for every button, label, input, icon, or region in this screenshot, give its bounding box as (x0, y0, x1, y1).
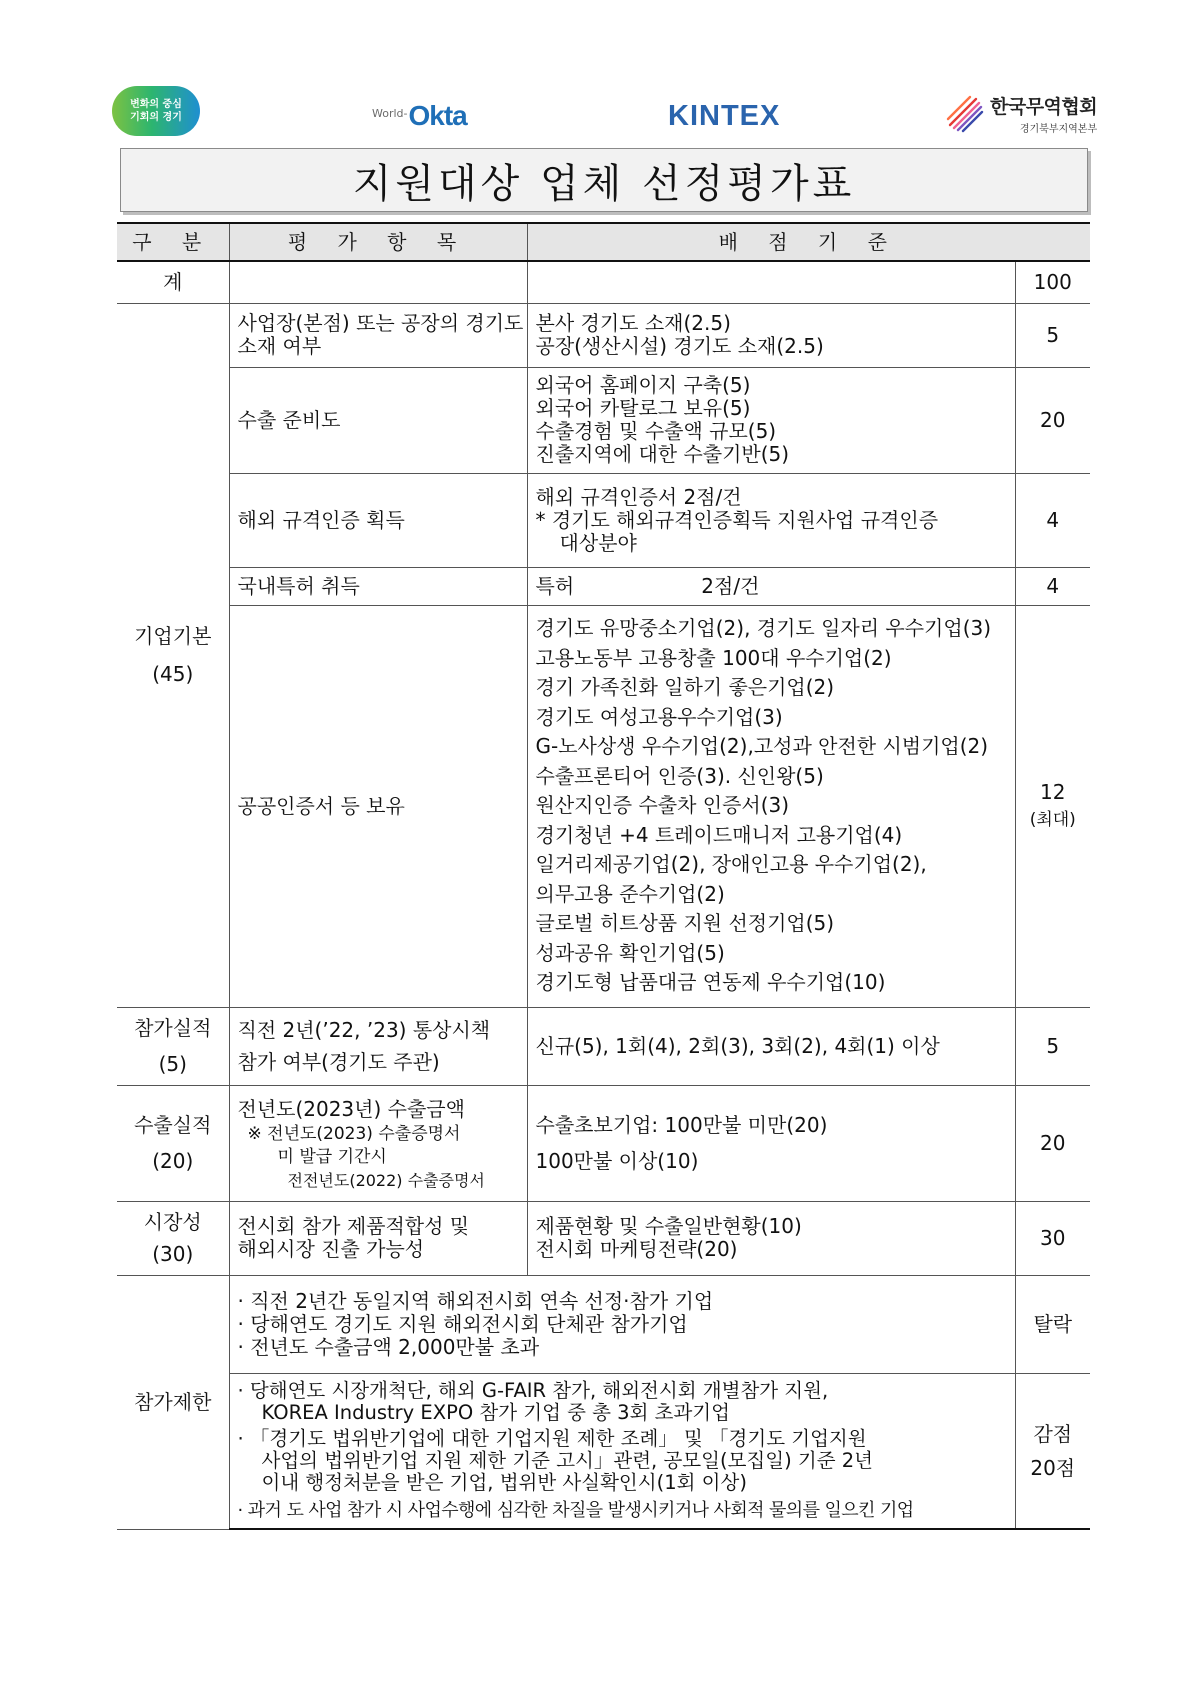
total-label: 계 (117, 261, 229, 303)
participation-category: 참가실적 (134, 1016, 212, 1040)
basic-category-cell (117, 303, 229, 1007)
criteria-line: 경기도형 납품대금 연동제 우수기업(10) (535, 970, 886, 995)
table-row (117, 303, 1090, 367)
restriction-line: · 과거 도 사업 참가 시 사업수행에 심각한 차질을 발생시키거나 사회적 물의를 일으킨 기업 (237, 1499, 914, 1521)
market-category: 시장성 (143, 1210, 202, 1234)
basic-item-5: 공공인증서 등 보유 (229, 605, 527, 1007)
criteria-line: 수출초보기업: 100만불 미만(20) (535, 1113, 828, 1137)
restriction-result-1: 탈락 (1015, 1275, 1090, 1373)
basic-criteria-5 (527, 605, 1015, 1007)
market-score: 30 (1015, 1201, 1090, 1275)
item-line: 전시회 참가 제품적합성 및 (237, 1214, 470, 1238)
table-row (117, 1373, 1090, 1529)
basic-category-points: (45) (152, 662, 194, 686)
okta-logo-prefix: World- (372, 107, 408, 120)
export-item-note: 전전년도(2022) 수출증명서 (287, 1170, 485, 1190)
criteria-line: 해외 규격인증서 2점/건 (535, 484, 742, 509)
gyeonggi-logo-line2: 기회의 경기 (130, 112, 182, 123)
basic-criteria-1 (527, 303, 1015, 367)
table-row (117, 1201, 1090, 1275)
basic-item-1 (229, 303, 527, 367)
header-criteria: 배 점 기 준 (527, 223, 1090, 261)
criteria-line: 100만불 이상(10) (535, 1149, 699, 1173)
basic-score-3: 4 (1015, 473, 1090, 567)
market-criteria (527, 1201, 1015, 1275)
restriction-category: 참가제한 (117, 1275, 229, 1529)
basic-score-5-cell (1015, 605, 1090, 1007)
table-row (117, 605, 1090, 1007)
export-item (229, 1085, 527, 1201)
criteria-line: 수출경험 및 수출액 규모(5) (535, 419, 777, 443)
criteria-line: 공장(생산시설) 경기도 소재(2.5) (535, 334, 824, 358)
participation-item (229, 1007, 527, 1085)
export-item-main: 전년도(2023년) 수출금액 (237, 1096, 465, 1121)
criteria-line: 본사 경기도 소재(2.5) (535, 311, 731, 335)
basic-item-1-line2: 소재 여부 (237, 334, 322, 358)
basic-item-2: 수출 준비도 (229, 367, 527, 473)
criteria-line: G-노사상생 우수기업(2),고성과 안전한 시범기업(2) (535, 734, 989, 759)
kita-name: 한국무역협회 (990, 96, 1098, 118)
table-row (117, 1007, 1090, 1085)
evaluation-table (117, 222, 1090, 1530)
item-line: 참가 여부(경기도 주관) (237, 1050, 440, 1074)
criteria-line: 외국어 홈페이지 구축(5) (535, 373, 751, 397)
header-category: 구 분 (117, 223, 229, 261)
restriction-result-2 (1015, 1373, 1090, 1529)
export-category-points: (20) (152, 1149, 194, 1173)
kita-branch: 경기북부지역본부 (1019, 124, 1098, 135)
basic-item-3: 해외 규격인증 획득 (229, 473, 527, 567)
market-item (229, 1201, 527, 1275)
gyeonggi-logo (112, 86, 200, 136)
criteria-line: 경기도 유망중소기업(2), 경기도 일자리 우수기업(3) (535, 616, 992, 641)
restriction-line: · 당해연도 경기도 지원 해외전시회 단체관 참가기업 (237, 1311, 688, 1336)
criteria-line: 글로벌 히트상품 지원 선정기업(5) (535, 911, 835, 936)
export-score: 20 (1015, 1085, 1090, 1201)
total-score: 100 (1015, 261, 1090, 303)
basic-score-5-note: (최대) (1029, 810, 1076, 830)
criteria-line: 진출지역에 대한 수출기반(5) (535, 442, 790, 466)
basic-criteria-2 (527, 367, 1015, 473)
basic-criteria-4: 특허 2점/건 (527, 567, 1015, 605)
basic-category: 기업기본 (134, 624, 212, 648)
table-row (117, 567, 1090, 605)
table-row (117, 473, 1090, 567)
header-row (117, 223, 1090, 261)
item-line: 직전 2년(’22, ’23) 통상시책 (237, 1018, 491, 1042)
criteria-line: 대상분야 (559, 530, 637, 555)
criteria-line: 수출프론티어 인증(3). 신인왕(5) (535, 763, 824, 788)
participation-score: 5 (1015, 1007, 1090, 1085)
page-title: 지원대상 업체 선정평가표 (352, 160, 856, 207)
export-item-note: 미 발급 기간시 (277, 1146, 387, 1167)
criteria-line: * 경기도 해외규격인증획득 지원사업 규격인증 (535, 507, 939, 532)
criteria-line: 의무고용 준수기업(2) (535, 881, 725, 906)
restriction-line: · 전년도 수출금액 2,000만불 초과 (237, 1334, 540, 1359)
kita-logo (946, 92, 1097, 135)
title-box (120, 148, 1088, 212)
criteria-line: 경기 가족친화 일하기 좋은기업(2) (535, 675, 835, 700)
export-item-note: ※ 전년도(2023) 수출증명서 (247, 1123, 461, 1144)
restriction-result-2-line1: 감점 (1033, 1421, 1073, 1446)
kita-mark-icon (946, 95, 984, 133)
restriction-group-1 (229, 1275, 1015, 1373)
criteria-line: 원산지인증 수출차 인증서(3) (535, 793, 790, 818)
gyeonggi-logo-line1: 변화의 중심 (130, 99, 182, 110)
total-criteria-empty (527, 261, 1015, 303)
item-line: 해외시장 진출 가능성 (237, 1237, 425, 1261)
restriction-line: 이내 행정처분을 받은 기업, 법위반 사실확인시(1회 이상) (261, 1470, 747, 1494)
basic-score-4: 4 (1015, 567, 1090, 605)
header-item: 평 가 항 목 (229, 223, 527, 261)
restriction-result-2-line2: 20점 (1030, 1455, 1076, 1480)
market-category-points: (30) (152, 1242, 194, 1266)
basic-score-2: 20 (1015, 367, 1090, 473)
table-row (117, 1275, 1090, 1373)
kintex-logo: KINTEX (668, 100, 781, 132)
criteria-line: 외국어 카탈로그 보유(5) (535, 396, 751, 420)
criteria-line: 고용노동부 고용창출 100대 우수기업(2) (535, 645, 892, 670)
criteria-line: 전시회 마케팅전략(20) (535, 1237, 738, 1261)
table-row (117, 1085, 1090, 1201)
participation-category-cell (117, 1007, 229, 1085)
export-category-cell (117, 1085, 229, 1201)
criteria-line: 일거리제공기업(2), 장애인고용 우수기업(2), (535, 852, 927, 877)
criteria-line: 경기청년 +4 트레이드매니저 고용기업(4) (535, 822, 903, 847)
basic-item-1-line1: 사업장(본점) 또는 공장의 경기도 (237, 311, 524, 335)
table-row (117, 367, 1090, 473)
basic-score-5: 12 (1040, 780, 1066, 804)
okta-logo-name: Okta (408, 100, 467, 131)
restriction-line: KOREA Industry EXPO 참가 기업 중 총 3회 초과기업 (261, 1400, 730, 1424)
basic-criteria-3 (527, 473, 1015, 567)
market-category-cell (117, 1201, 229, 1275)
restriction-group-2 (229, 1373, 1015, 1529)
criteria-line: 경기도 여성고용우수기업(3) (535, 704, 783, 729)
criteria-line: 성과공유 확인기업(5) (535, 940, 725, 965)
export-criteria (527, 1085, 1015, 1201)
participation-category-points: (5) (158, 1052, 187, 1076)
criteria-line: 제품현황 및 수출일반현황(10) (535, 1214, 802, 1238)
restriction-line: · 당해연도 시장개척단, 해외 G-FAIR 참가, 해외전시회 개별참가 지원, (237, 1378, 829, 1402)
restriction-line: · 직전 2년간 동일지역 해외전시회 연속 선정·참가 기업 (237, 1288, 714, 1313)
total-row (117, 261, 1090, 303)
participation-criteria: 신규(5), 1회(4), 2회(3), 3회(2), 4회(1) 이상 (527, 1007, 1015, 1085)
basic-item-4: 국내특허 취득 (229, 567, 527, 605)
export-category: 수출실적 (134, 1113, 212, 1137)
total-item-empty (229, 261, 527, 303)
basic-score-1: 5 (1015, 303, 1090, 367)
restriction-line: 사업의 법위반기업 지원 제한 기준 고시」관련, 공모일(모집일) 기준 2년 (261, 1448, 874, 1472)
okta-logo (372, 100, 467, 132)
restriction-line: · 「경기도 법위반기업에 대한 기업지원 제한 조례」 및 「경기도 기업지원 (237, 1426, 867, 1450)
